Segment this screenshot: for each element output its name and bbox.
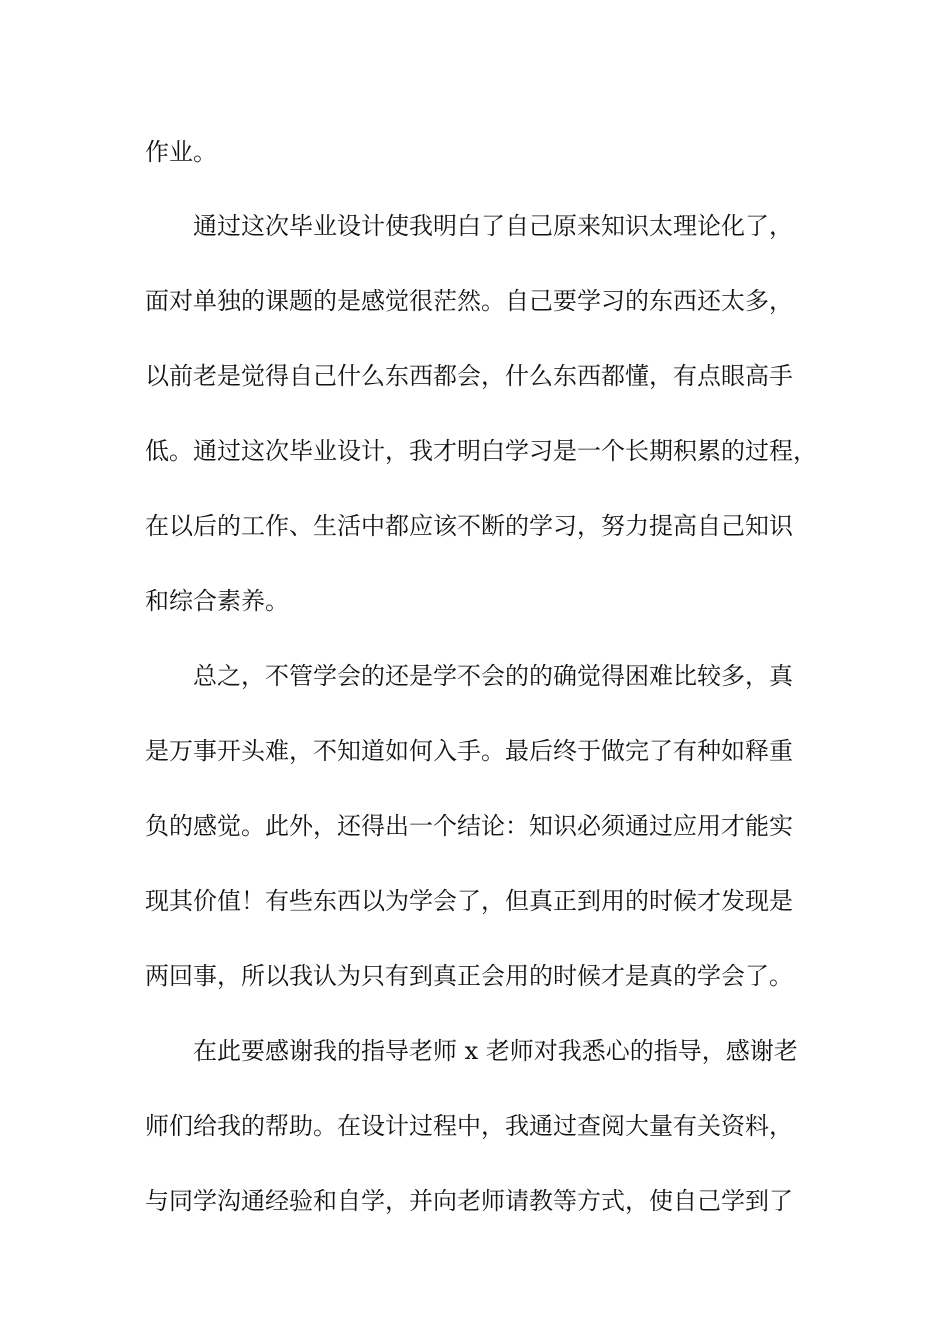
text-line: 是万事开头难，不知道如何入手。最后终于做完了有种如释重 <box>145 737 793 765</box>
text-line: 负的感觉。此外，还得出一个结论：知识必须通过应用才能实 <box>145 812 793 840</box>
text-line: 和综合素养。 <box>145 587 289 615</box>
text-line: 两回事，所以我认为只有到真正会用的时候才是真的学会了。 <box>145 962 793 990</box>
text-line: 低。通过这次毕业设计，我才明白学习是一个长期积累的过程， <box>145 437 817 465</box>
text-line: 现其价值！有些东西以为学会了，但真正到用的时候才发现是 <box>145 887 793 915</box>
text-line: 与同学沟通经验和自学，并向老师请教等方式，使自己学到了 <box>145 1187 793 1215</box>
text-line: 面对单独的课题的是感觉很茫然。自己要学习的东西还太多， <box>145 287 793 315</box>
text-line: 在以后的工作、生活中都应该不断的学习，努力提高自己知识 <box>145 512 793 540</box>
text-line: 以前老是觉得自己什么东西都会，什么东西都懂，有点眼高手 <box>145 362 793 390</box>
text-line: 在此要感谢我的指导老师 x 老师对我悉心的指导，感谢老 <box>145 1037 798 1065</box>
text-line: 通过这次毕业设计使我明白了自己原来知识太理论化了， <box>145 212 793 240</box>
text-line: 总之，不管学会的还是学不会的的确觉得困难比较多，真 <box>145 662 793 690</box>
text-line: 作业。 <box>145 138 217 166</box>
text-line: 师们给我的帮助。在设计过程中，我通过查阅大量有关资料， <box>145 1112 793 1140</box>
